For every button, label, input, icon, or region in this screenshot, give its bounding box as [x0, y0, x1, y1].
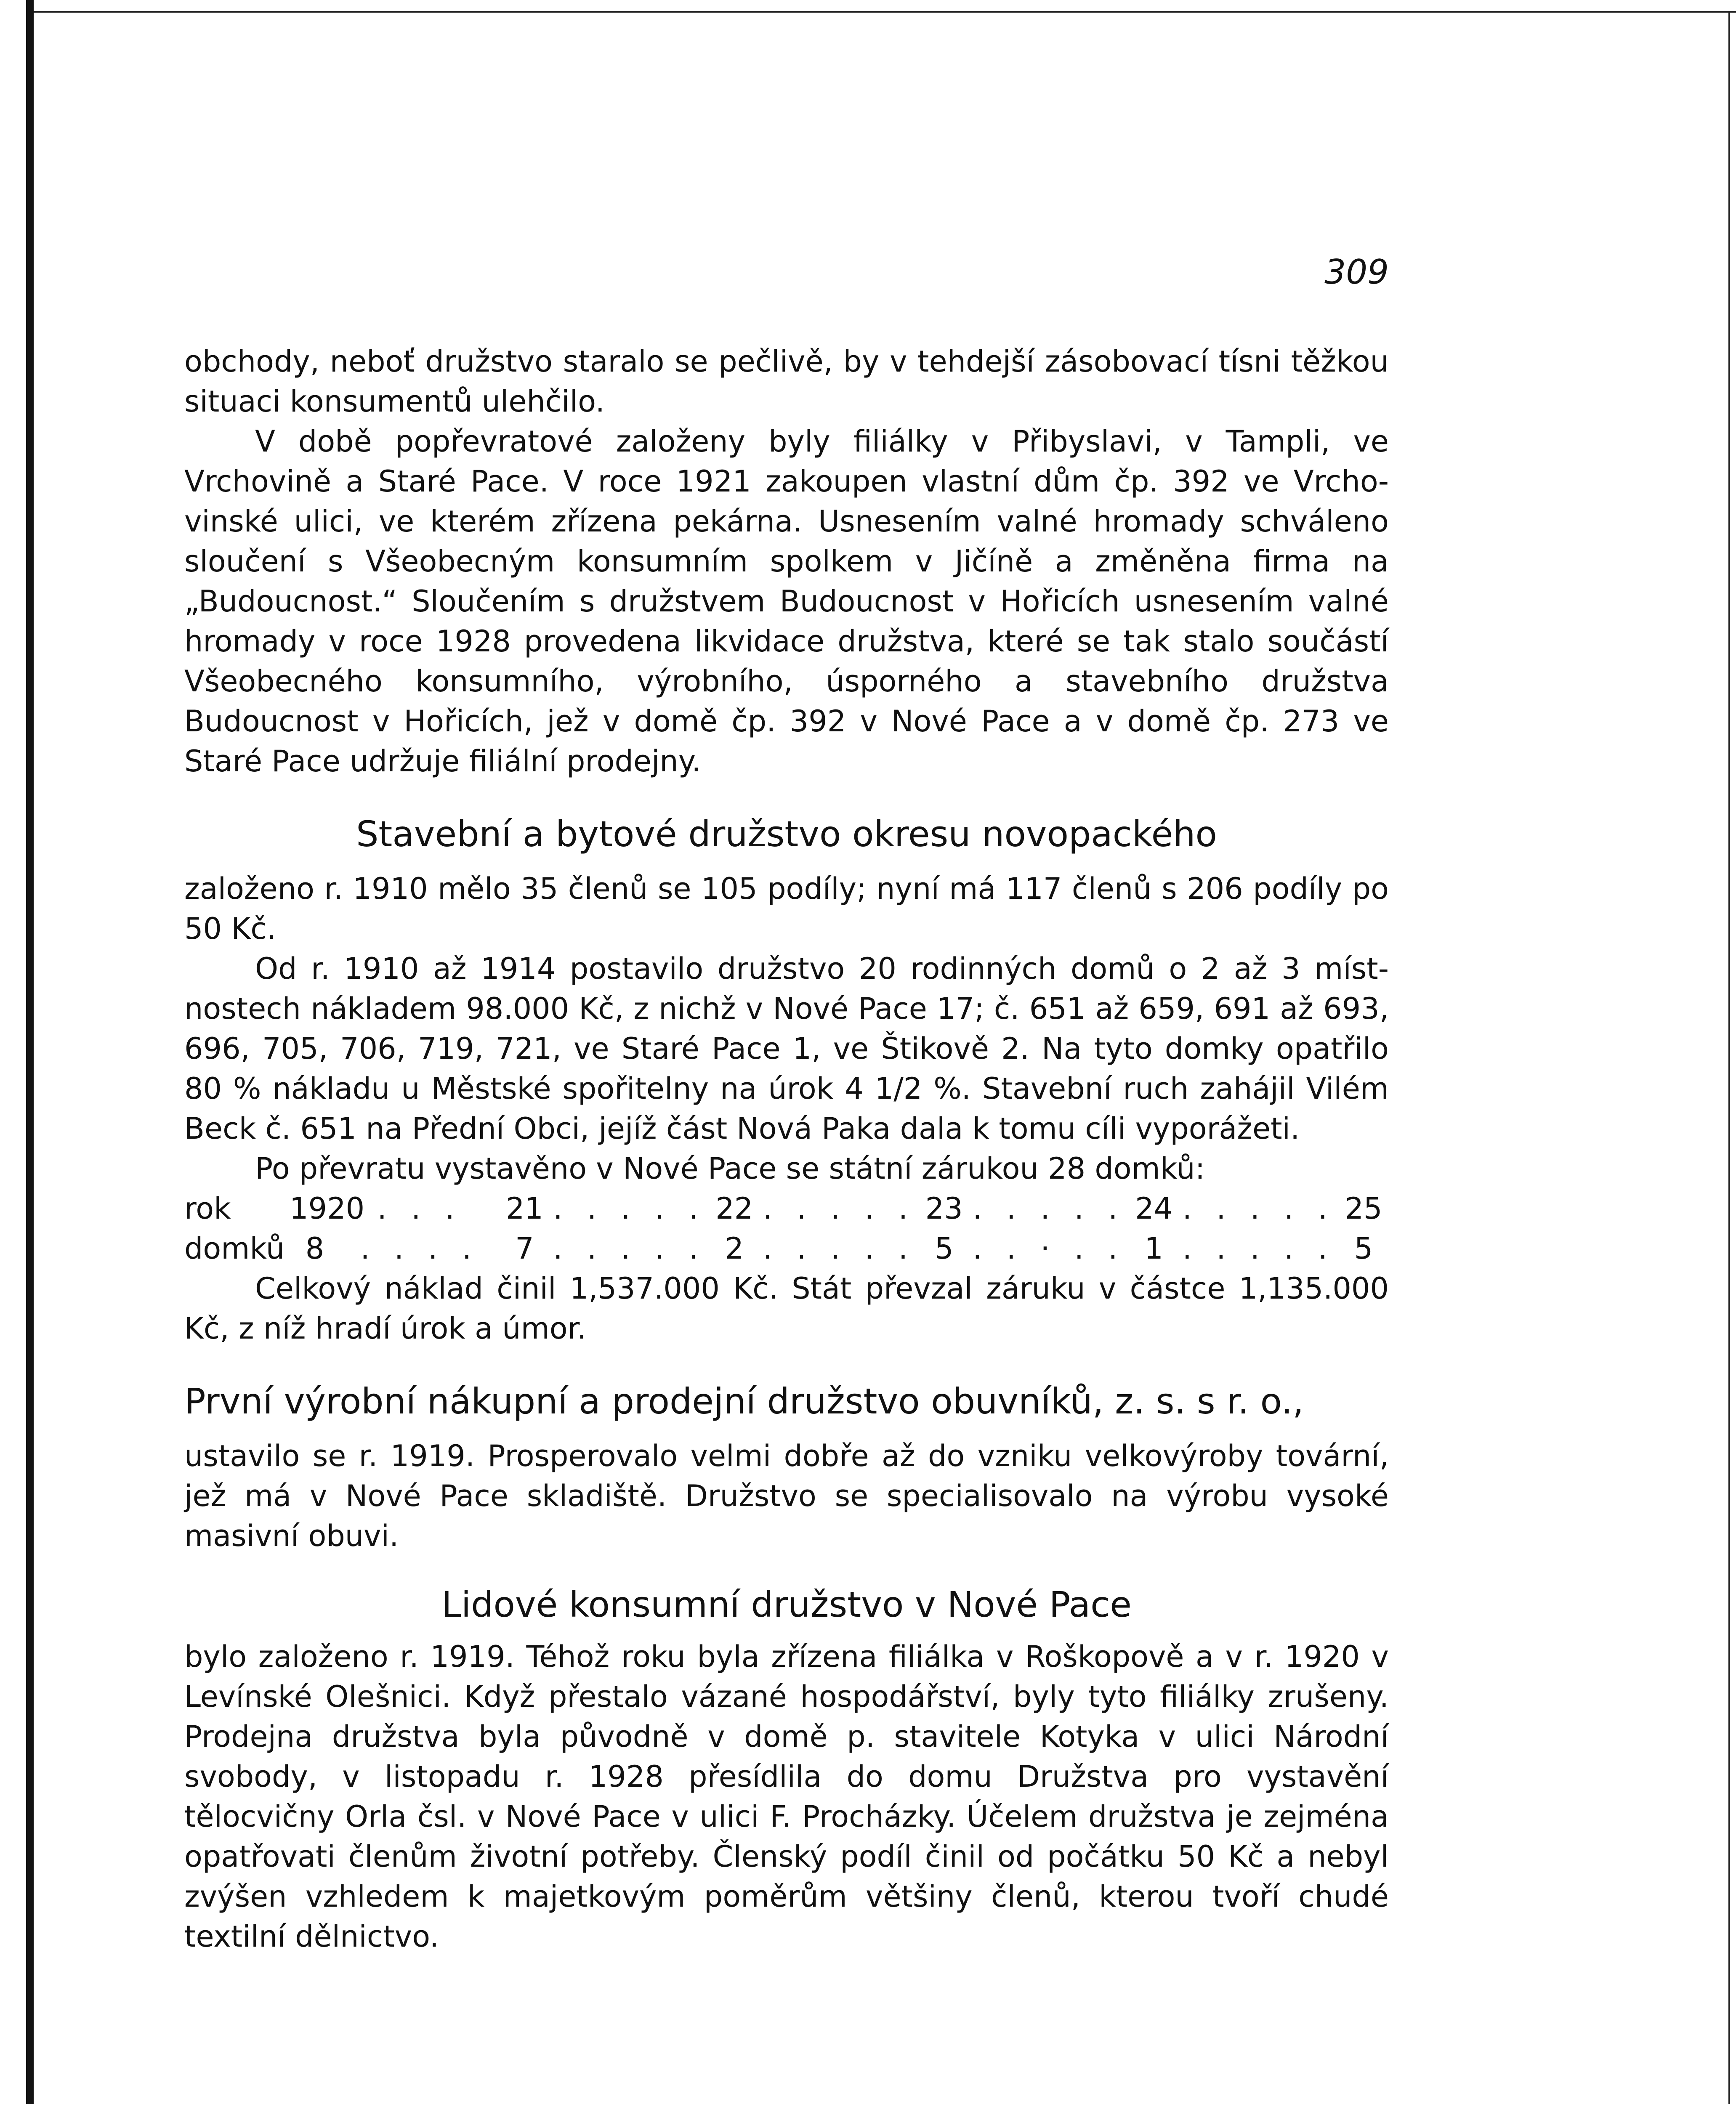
paragraph-4: Od r. 1910 až 1914 postavilo družstvo 20 rodinných domů o 2 až 3 místnostech nákladem 98.000 Kč, z nichž v Nové Pace 17; č. 651 až 659, 691 až 693, 696, 705, 706, 719, 721, ve Staré Pace 1, ve Štikově 2. Na tyto domky opatřilo 80 % nákladu u Městské spořitelny na úrok 4 1/2 %. Stavební ruch zahájil Vilém Beck č. 651 na Přední Obci, jejíž část Nová Paka dala k tomu cíli vyporážeti. [184, 951, 1389, 1146]
houses-cell: 5 [1354, 1231, 1373, 1266]
scan-border-top [34, 11, 1736, 13]
year-label: rok [184, 1191, 231, 1226]
page-number: 309 [1324, 252, 1389, 292]
year-cell: 24 [1135, 1191, 1173, 1226]
paragraph-3: založeno r. 1910 mělo 35 členů se 105 podíly; nyní má 117 členů s 206 podíly po 50 Kč. [184, 871, 1389, 946]
paragraph-8: bylo založeno r. 1919. Téhož roku byla zřízena filiálka v Roškopově a v r. 1920 v Levínské Olešnici. Když přestalo vázané hospodářství, byly tyto filiálky zrušeny. Prodejna družstva byla původně v domě p. stavitele Kotyka v ulici Národní svobody, v listopadu r. 1928 přesídlila do domu Družstva pro vystavění tělocvičny Orla čsl. v Nové Pace v ulici F. Procházky. Účelem družstva je zejména opatřovati členům životní potřeby. Členský podíl činil od počátku 50 Kč a nebyl zvýšen vzhledem k majetkovým poměrům většiny členů, kterou tvoří chudé textilní dělnictvo. [184, 1639, 1389, 1954]
paragraph-5: Po převratu vystavěno v Nové Pace se státní zárukou 28 domků: [255, 1151, 1205, 1186]
year-cell: 25 [1345, 1191, 1382, 1226]
heading-lidove-konsumni: Lidové konsumní družstvo v Nové Pace [441, 1584, 1132, 1625]
houses-label: domků [184, 1231, 285, 1266]
houses-cell: 5 [934, 1231, 954, 1266]
page-body [184, 342, 1389, 1957]
table-row-years: rok 1920 . . . 21 . . . . . 22 . . . . . 23 . . . . . 24 . . . . . 25 [184, 1189, 1389, 1229]
houses-cell: 7 [515, 1231, 534, 1266]
year-cell: 22 [715, 1191, 753, 1226]
paragraph-6: Celkový náklad činil 1,537.000 Kč. Stát převzal záruku v částce 1,135.000 Kč, z níž hradí úrok a úmor. [184, 1271, 1389, 1346]
year-cell: 23 [925, 1191, 963, 1226]
houses-cell: 1 [1144, 1231, 1163, 1266]
houses-cell: 8 [305, 1231, 324, 1266]
table-row-houses: domků 8 . . . . 7 . . . . . 2 . . . . . 5 . . · . . 1 . . . . . 5 [184, 1229, 1389, 1269]
scan-border-right [1728, 11, 1730, 2104]
book-binding-edge [26, 0, 34, 2104]
heading-stavebni-druzstvo: Stavební a bytové družstvo okresu novopackého [356, 813, 1217, 855]
year-cell: 1920 [290, 1191, 365, 1226]
heading-obuvnici-druzstvo: První výrobní nákupní a prodejní družstvo obuvníků, z. s. s r. o., [184, 1381, 1304, 1422]
paragraph-1: obchody, neboť družstvo staralo se pečlivě, by v tehdejší zásobovací tísni těžkou situaci konsumentů ulehčilo. [184, 344, 1389, 419]
houses-cell: 2 [725, 1231, 744, 1266]
paragraph-7: ustavilo se r. 1919. Prosperovalo velmi dobře až do vzniku velkovýroby tovární, jež má v Nové Pace skladiště. Družstvo se specialisovalo na výrobu vysoké masivní obuvi. [184, 1439, 1389, 1553]
year-cell: 21 [505, 1191, 543, 1226]
paragraph-2: V době popřevratové založeny byly filiálky v Přibyslavi, v Tampli, ve Vrchovině a Staré Pace. V roce 1921 zakoupen vlastní dům čp. 392 ve Vrchovinské ulici, ve kterém zřízena pekárna. Usnesením valné hromady schváleno sloučení s Všeobecným konsumním spolkem v Jičíně a změněna firma na „Budoucnost.“ Sloučením s družstvem Budoucnost v Hořicích usnesením valné hromady v roce 1928 provedena likvidace družstva, které se tak stalo součástí Všeobecného konsumního, výrobního, úsporného a stavebního družstva Budoucnost v Hořicích, jež v domě čp. 392 v Nové Pace a v domě čp. 273 ve Staré Pace udržuje filiální prodejny. [184, 424, 1389, 778]
